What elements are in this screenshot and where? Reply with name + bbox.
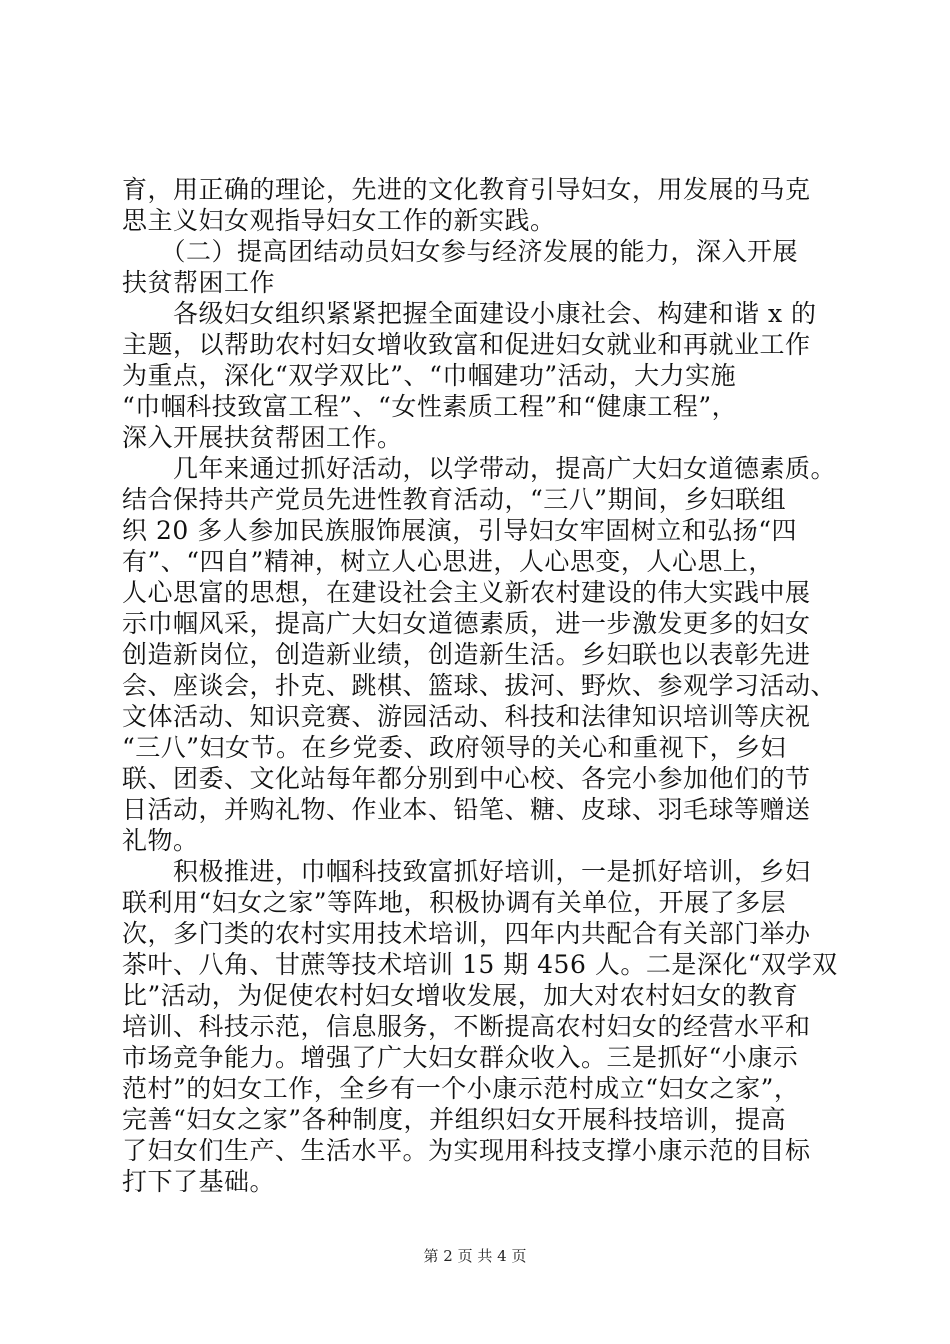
- text-line: 各级妇女组织紧紧把握全面建设小康社会、构建和谐 x 的: [122, 299, 817, 328]
- text-line: 次，多门类的农村实用技术培训，四年内共配合有关部门举办: [122, 919, 811, 948]
- text-line: “三八”妇女节。在乡党委、政府领导的关心和重视下，乡妇: [122, 733, 787, 762]
- text-line: 为重点，深化“双学双比”、“巾帼建功”活动，大力实施: [122, 361, 737, 390]
- section-heading-line: 扶贫帮困工作: [122, 268, 276, 297]
- page-number-footer: 第 2 页 共 4 页: [423, 1247, 527, 1265]
- text-line: 联、团委、文化站每年都分别到中心校、各完小参加他们的节: [122, 764, 811, 793]
- text-line: 育，用正确的理论，先进的文化教育引导妇女，用发展的马克: [122, 175, 811, 204]
- text-line: 织 20 多人参加民族服饰展演，引导妇女牢固树立和弘扬“四: [122, 516, 797, 545]
- text-line: 示巾帼风采，提高广大妇女道德素质，进一步激发更多的妇女: [122, 609, 811, 638]
- text-line: 有”、“四自”精神，树立人心思进，人心思变，人心思上，: [122, 547, 774, 576]
- text-line: 日活动，并购礼物、作业本、铅笔、糖、皮球、羽毛球等赠送: [122, 795, 811, 824]
- text-line: 深入开展扶贫帮困工作。: [122, 423, 403, 452]
- text-line: 几年来通过抓好活动，以学带动，提高广大妇女道德素质。: [122, 454, 837, 483]
- text-line: 思主义妇女观指导妇女工作的新实践。: [122, 206, 556, 235]
- text-line: 礼物。: [122, 826, 199, 855]
- text-line: 茶叶、八角、甘蔗等技术培训 15 期 456 人。二是深化“双学双: [122, 950, 838, 979]
- text-line: 比”活动，为促使农村妇女增收发展，加大对农村妇女的教育: [122, 981, 799, 1010]
- text-line: 主题，以帮助农村妇女增收致富和促进妇女就业和再就业工作: [122, 330, 811, 359]
- text-line: 联利用“妇女之家”等阵地，积极协调有关单位，开展了多层: [122, 888, 787, 917]
- text-line: 完善“妇女之家”各种制度，并组织妇女开展科技培训，提高: [122, 1105, 787, 1134]
- text-line: 结合保持共产党员先进性教育活动，“三八”期间，乡妇联组: [122, 485, 787, 514]
- text-line: 会、座谈会，扑克、跳棋、篮球、拔河、野炊、参观学习活动、: [122, 671, 837, 700]
- text-line: 文体活动、知识竞赛、游园活动、科技和法律知识培训等庆祝: [122, 702, 811, 731]
- text-line: 积极推进，巾帼科技致富抓好培训，一是抓好培训，乡妇: [122, 857, 811, 886]
- text-line: “巾帼科技致富工程”、“女性素质工程”和“健康工程”，: [122, 392, 738, 421]
- section-heading-line: （二）提高团结动员妇女参与经济发展的能力，深入开展: [122, 237, 799, 266]
- text-line: 打下了基础。: [122, 1167, 276, 1196]
- body-text: [122, 174, 842, 1197]
- text-line: 市场竞争能力。增强了广大妇女群众收入。三是抓好“小康示: [122, 1043, 799, 1072]
- text-line: 创造新岗位，创造新业绩，创造新生活。乡妇联也以表彰先进: [122, 640, 811, 669]
- text-line: 了妇女们生产、生活水平。为实现用科技支撑小康示范的目标: [122, 1136, 811, 1165]
- text-line: 培训、科技示范，信息服务，不断提高农村妇女的经营水平和: [122, 1012, 811, 1041]
- text-line: 范村”的妇女工作，全乡有一个小康示范村成立“妇女之家”，: [122, 1074, 800, 1103]
- text-line: 人心思富的思想，在建设社会主义新农村建设的伟大实践中展: [122, 578, 811, 607]
